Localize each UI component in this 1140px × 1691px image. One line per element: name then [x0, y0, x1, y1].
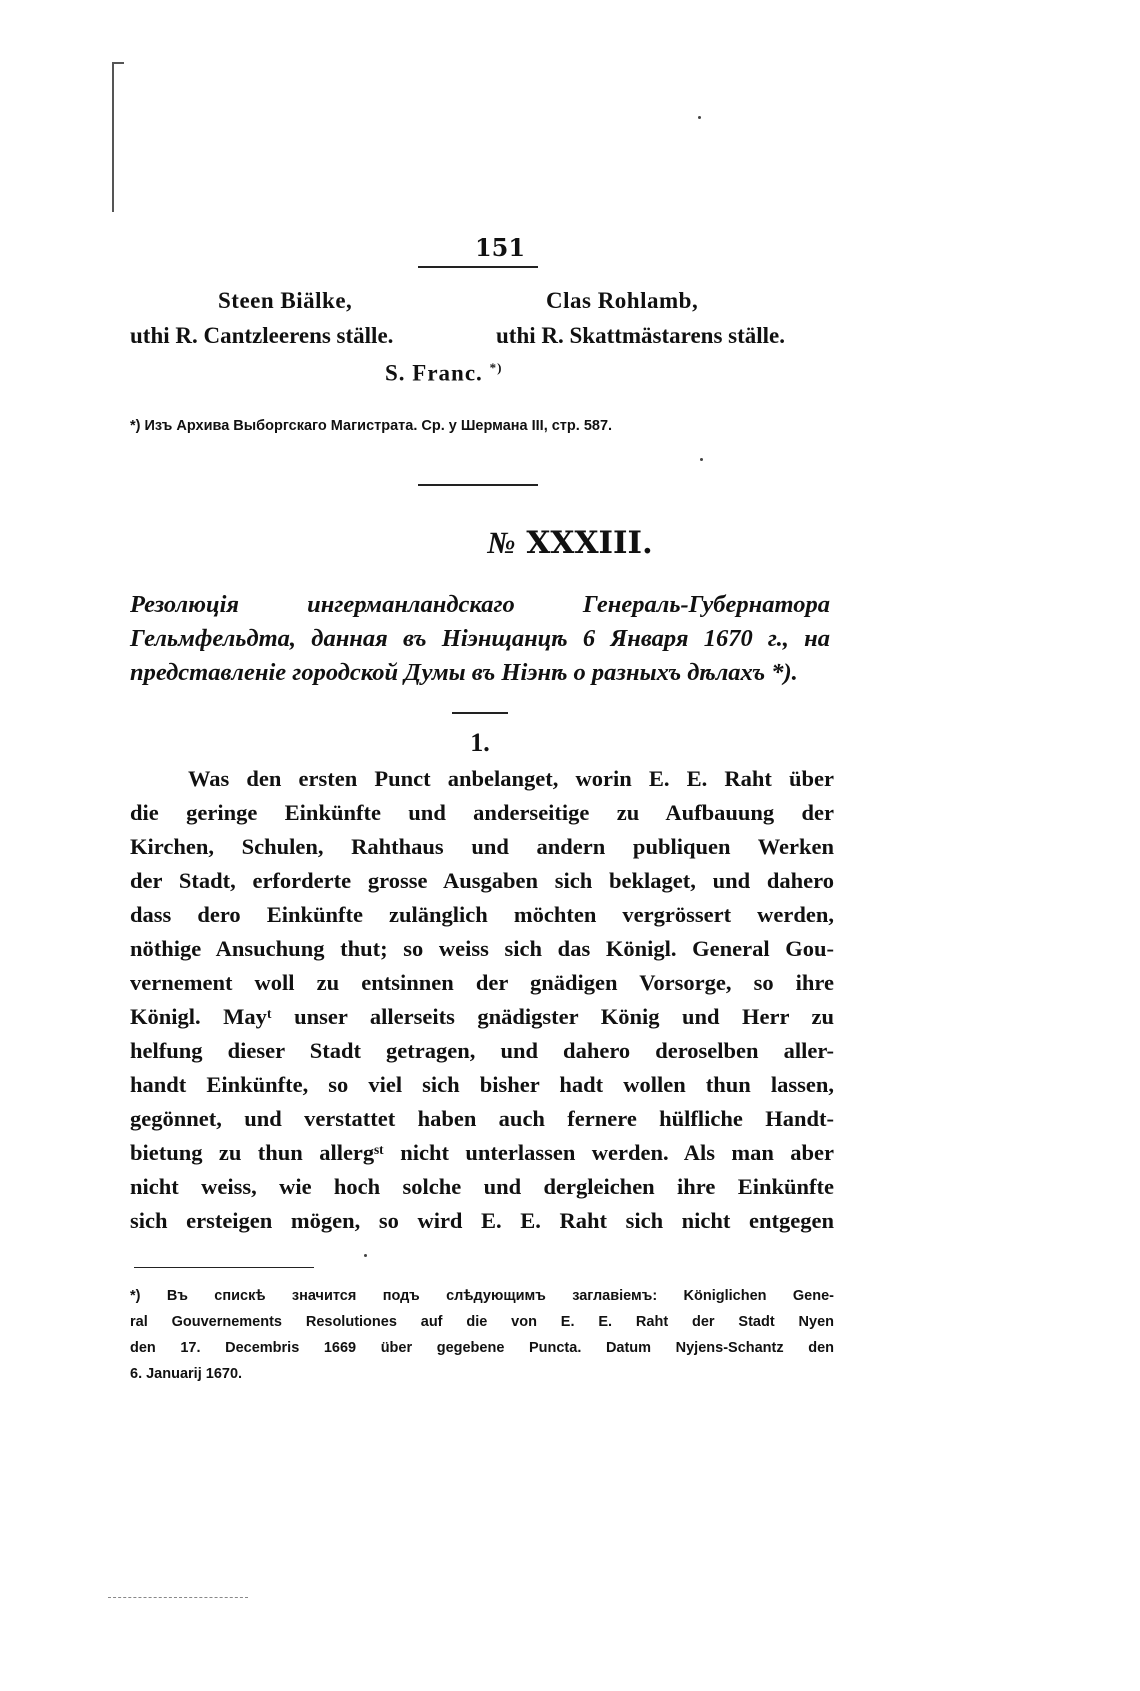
scan-edge-mark [112, 62, 124, 64]
body-line: handt Einkünfte, so viel sich bisher hadt wollen thun lassen, [130, 1072, 834, 1097]
footnote-line: ral Gouvernements Resolutiones auf die von E. E. Raht der Stadt Nyen [130, 1314, 834, 1330]
section-number: 1. [470, 728, 490, 757]
signature-left-role: uthi R. Cantzleerens ställe. [130, 323, 394, 348]
document-number [300, 525, 840, 561]
body-line: Königl. Mayᵗ unser allerseits gnädigster König und Herr zu [130, 1004, 834, 1029]
resolution-title: Резолюція ингерманландскаго Генераль-Губернатора Гельмфельдта, данная въ Нiэнщанцѣ 6 Января 1670 г., на представленіе городской Думы въ Ніэнѣ о разныхъ дѣлахъ *). [130, 591, 830, 686]
divider [418, 484, 538, 486]
body-line: gegönnet, und verstattet haben auch fernere hülfliche Handt- [130, 1106, 834, 1131]
footnote-line: den 17. Decembris 1669 über gegebene Puncta. Datum Nyjens-Schantz den [130, 1340, 834, 1356]
footnote-line: *) Въ спискѣ значится подъ слѣдующимъ заглавіемъ: Königlichen Gene- [130, 1288, 834, 1304]
scan-speck [700, 458, 703, 461]
body-line: der Stadt, erforderte grosse Ausgaben sich beklaget, und dahero [130, 868, 834, 893]
body-line: vernement woll zu entsinnen der gnädigen Vorsorge, so ihre [130, 970, 834, 995]
body-line: sich ersteigen mögen, so wird E. E. Raht sich nicht entgegen [130, 1208, 834, 1233]
scan-edge-mark [112, 62, 114, 212]
divider [452, 712, 508, 714]
document-numeral: XXXIII. [526, 525, 653, 561]
body-line: nicht weiss, wie hoch solche und dergleichen ihre Einkünfte [130, 1174, 834, 1199]
footnote-divider [134, 1267, 314, 1268]
divider [418, 266, 538, 268]
signature-center [385, 360, 502, 387]
body-line: die geringe Einkünfte und anderseitige zu Aufbauung der [130, 800, 834, 825]
signature-left-name: Steen Biälke, [218, 288, 353, 313]
signature-right-name: Clas Rohlamb, [546, 288, 699, 313]
body-line: helfung dieser Stadt getragen, und dahero deroselben aller- [130, 1038, 834, 1063]
scan-speck [698, 116, 701, 119]
footnote [130, 1283, 834, 1387]
number-sign: № [487, 525, 516, 560]
body-text [130, 762, 834, 1238]
signature-right-role: uthi R. Skattmästarens ställe. [496, 323, 786, 348]
scan-speck [364, 1254, 367, 1257]
signature-center-name: S. Franc. [385, 360, 483, 386]
archive-note: *) Изъ Архива Выборгскаго Магистрата. Ср. у Шерманa III, стр. 587. [130, 418, 613, 434]
page-number: 151 [474, 233, 526, 262]
scan-edge-mark [108, 1597, 248, 1598]
body-line: dass dero Einkünfte zulänglich möchten vergrössert werden, [130, 902, 834, 927]
body-line: Was den ersten Punct anbelanget, worin E. E. Raht über [188, 766, 834, 791]
footnote-line: 6. Januarij 1670. [130, 1366, 243, 1382]
footnote-marker: *) [489, 360, 503, 375]
body-line: Kirchen, Schulen, Rahthaus und andern publiquen Werken [130, 834, 834, 859]
body-line: nöthige Ansuchung thut; so weiss sich das Königl. General Gou- [130, 936, 834, 961]
body-line: bietung zu thun allergˢᵗ nicht unterlassen werden. Als man aber [130, 1140, 834, 1165]
